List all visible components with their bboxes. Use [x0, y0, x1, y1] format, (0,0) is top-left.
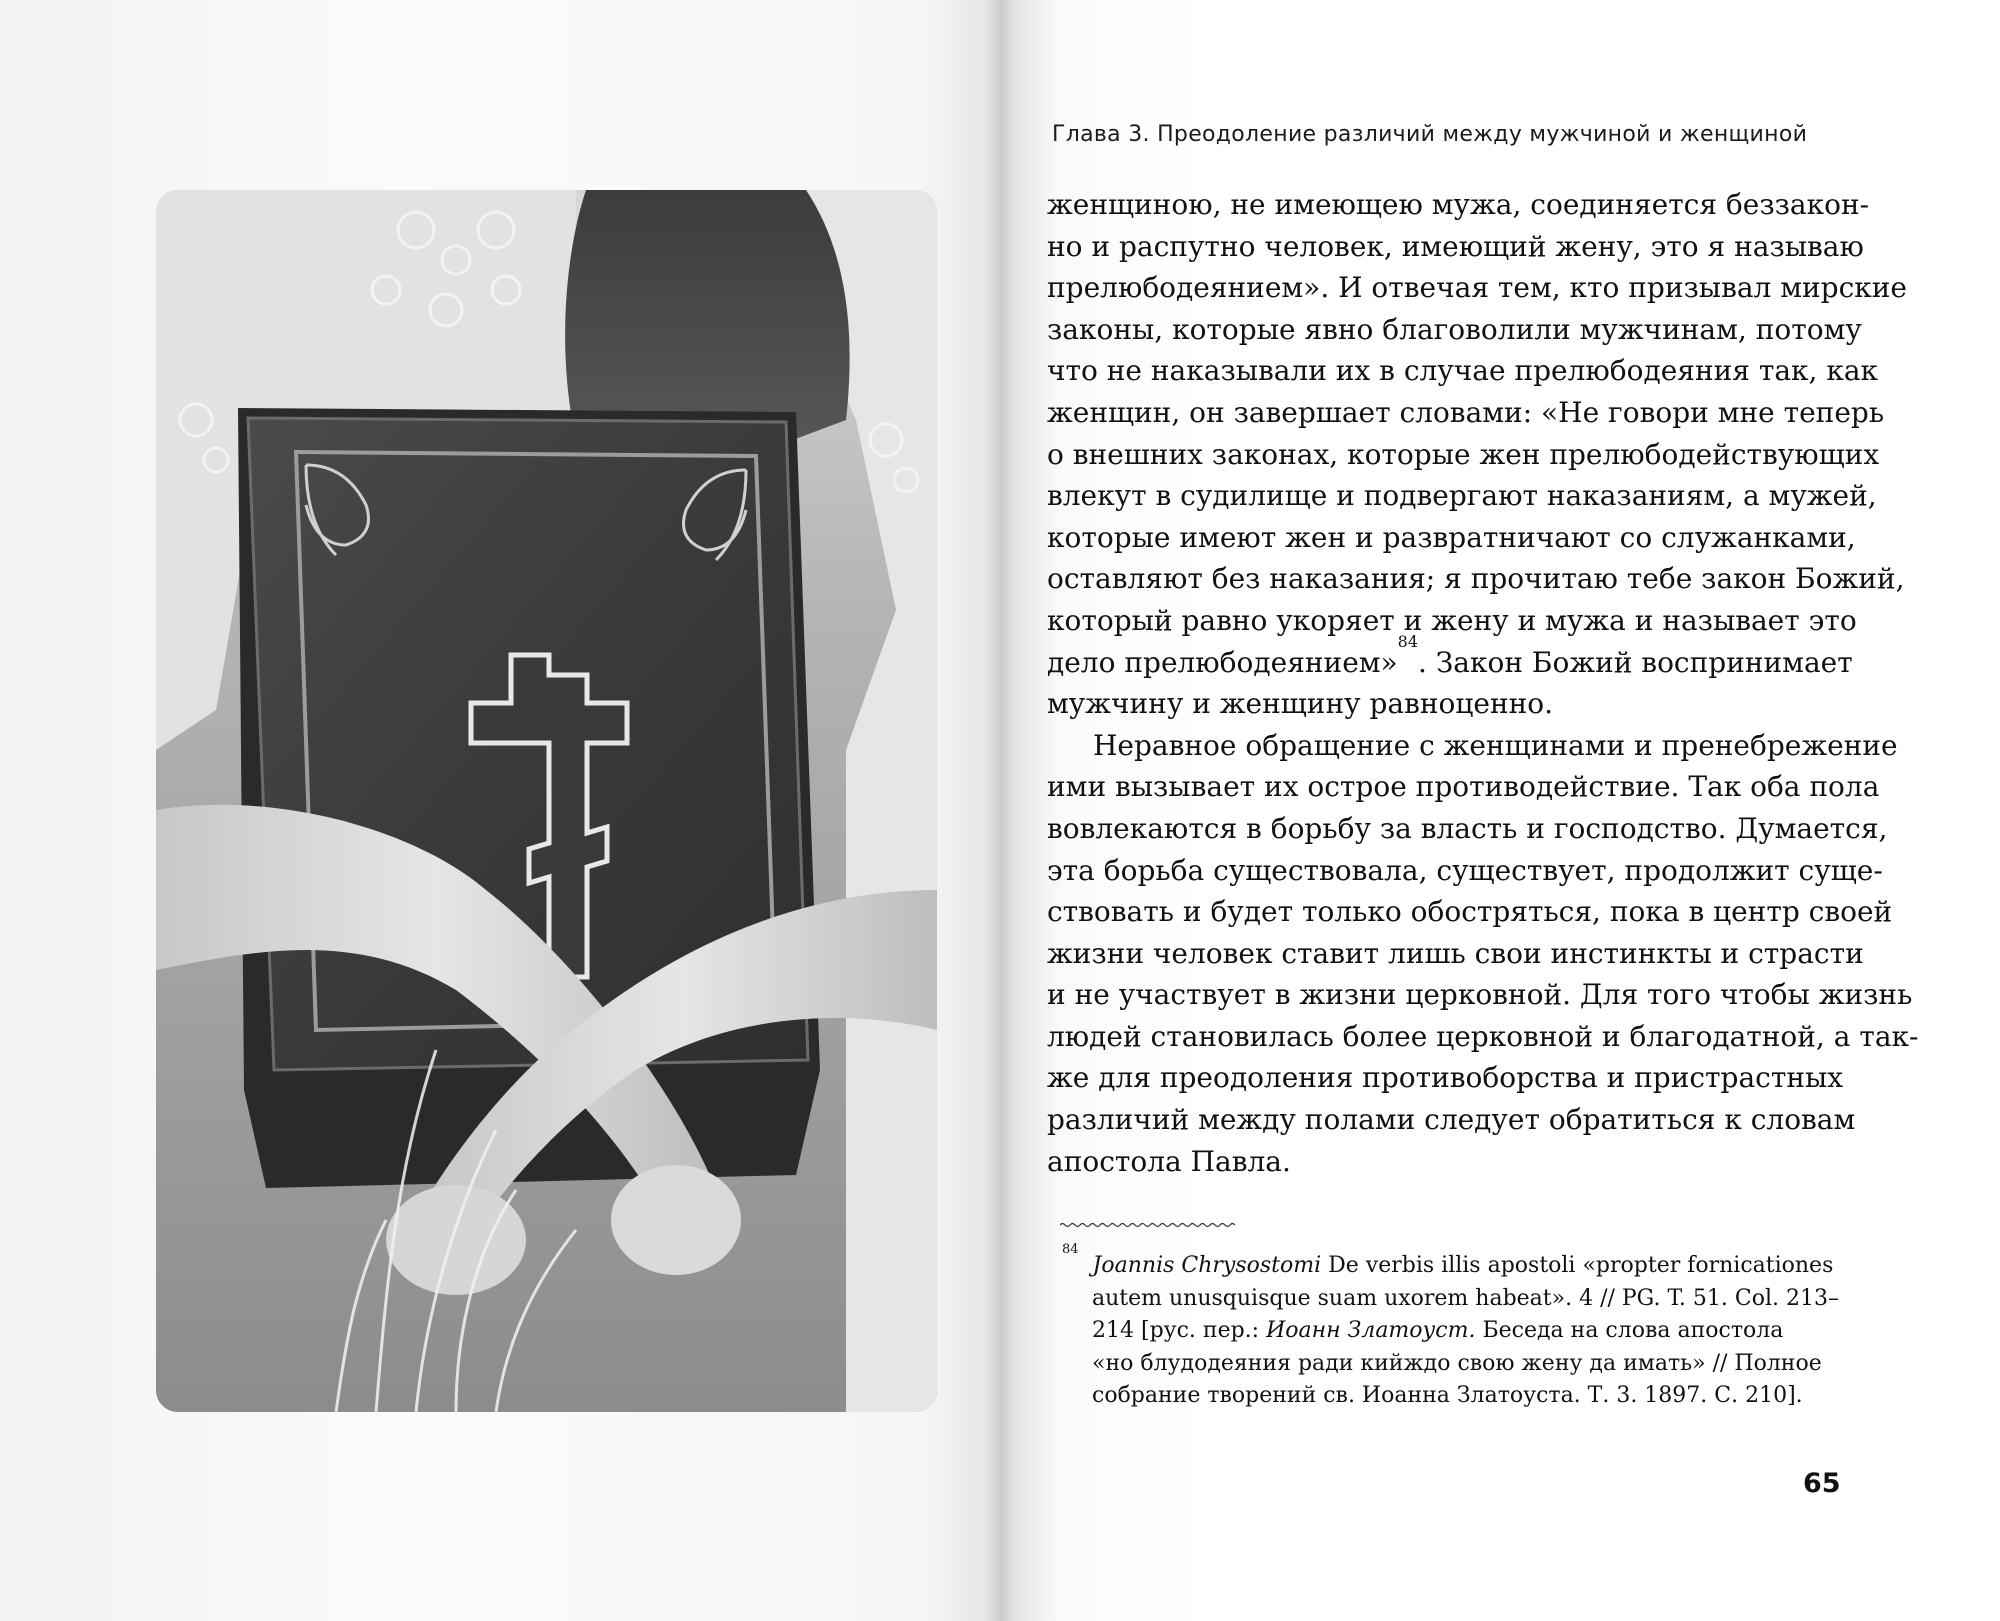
text-line: женщиною, не имеющею мужа, соединяется беззакон-	[1047, 188, 1870, 221]
text-line-with-footnote-ref	[1047, 631, 1853, 684]
footnote-number: 84	[1062, 1242, 1079, 1257]
text-segment: дело прелюбодеянием»	[1047, 645, 1398, 679]
footnote-line: «но блудодеяния ради кийждо свою жену да имать» // Полное	[1092, 1350, 1822, 1376]
footnote	[1062, 1242, 1839, 1413]
text-line: женщин, он завершает словами: «Не говори мне теперь	[1047, 395, 1885, 429]
text-line: ствовать и будет только обостряться, пока в центр своей	[1047, 895, 1893, 929]
text-line: что не наказывали их в случае прелюбодеяния так, как	[1047, 354, 1879, 388]
body-text	[1047, 184, 1919, 1182]
text-line: же для преодоления противоборства и пристрастных	[1047, 1061, 1844, 1095]
text-line: о внешних законах, которые жен прелюбодействующих	[1047, 437, 1880, 471]
text-line: ими вызывает их острое противодействие. Так оба пола	[1047, 770, 1880, 804]
text-line: которые имеют жен и развратничают со служанками,	[1047, 520, 1856, 554]
photo-girl-holding-gospel	[156, 190, 937, 1412]
footnote-rule	[1060, 1222, 1235, 1228]
text-line: прелюбодеянием». И отвечая тем, кто призывал мирские	[1047, 271, 1908, 305]
text-line: различий между полами следует обратиться к словам	[1047, 1103, 1856, 1137]
hand-left	[386, 1185, 526, 1295]
footnote-line	[1062, 1315, 1837, 1348]
text-line: эта борьба существовала, существует, продолжит суще-	[1047, 853, 1883, 887]
text-line: апостола Павла.	[1047, 1144, 1291, 1178]
footnote-text: De verbis illis apostoli «propter fornicationes	[1321, 1253, 1834, 1278]
text-line: мужчину и женщину равноценно.	[1047, 687, 1554, 721]
text-line: который равно укоряет и жену и мужа и называет это	[1047, 603, 1857, 637]
text-line: оставляют без наказания; я прочитаю тебе закон Божий,	[1047, 562, 1905, 596]
text-line: и не участвует в жизни церковной. Для того чтобы жизнь	[1047, 978, 1913, 1012]
book-gutter	[985, 0, 1015, 1621]
text-line: людей становилась более церковной и благодатной, а так-	[1047, 1019, 1919, 1053]
text-line: законы, которые явно благоволили мужчинам, потому	[1047, 312, 1862, 346]
footnote-text: Беседа на слова апостола	[1475, 1318, 1784, 1344]
footnote-reference[interactable]: 84	[1397, 631, 1419, 651]
text-line: Неравное обращение с женщинами и пренебрежение	[1093, 728, 1898, 762]
footnote-line: собрание творений св. Иоанна Златоуста. Т. 3. 1897. С. 210].	[1092, 1383, 1803, 1409]
footnote-author: Иоанн Златоуст.	[1266, 1318, 1476, 1344]
footnote-author: Joannis Chrysostomi	[1092, 1253, 1322, 1278]
text-line: жизни человек ставит лишь свои инстинкты и страсти	[1047, 936, 1864, 970]
text-segment: . Закон Божий воспринимает	[1418, 645, 1853, 679]
text-line: но и распутно человек, имеющий жену, это я называю	[1047, 229, 1864, 263]
running-head: Глава 3. Преодоление различий между мужчиной и женщиной	[1052, 122, 1808, 147]
footnote-line	[1062, 1242, 1837, 1283]
text-line: влекут в судилище и подвергают наказаниям, а мужей,	[1047, 479, 1877, 513]
footnote-text: 214 [рус. пер.:	[1092, 1318, 1267, 1344]
page-number: 65	[1803, 1468, 1841, 1499]
hand-right	[611, 1165, 741, 1275]
text-line: вовлекаются в борьбу за власть и господство. Думается,	[1047, 811, 1888, 845]
footnote-line: autem unusquisque suam uxorem habeat». 4 // PG. T. 51. Col. 213–	[1092, 1285, 1839, 1311]
